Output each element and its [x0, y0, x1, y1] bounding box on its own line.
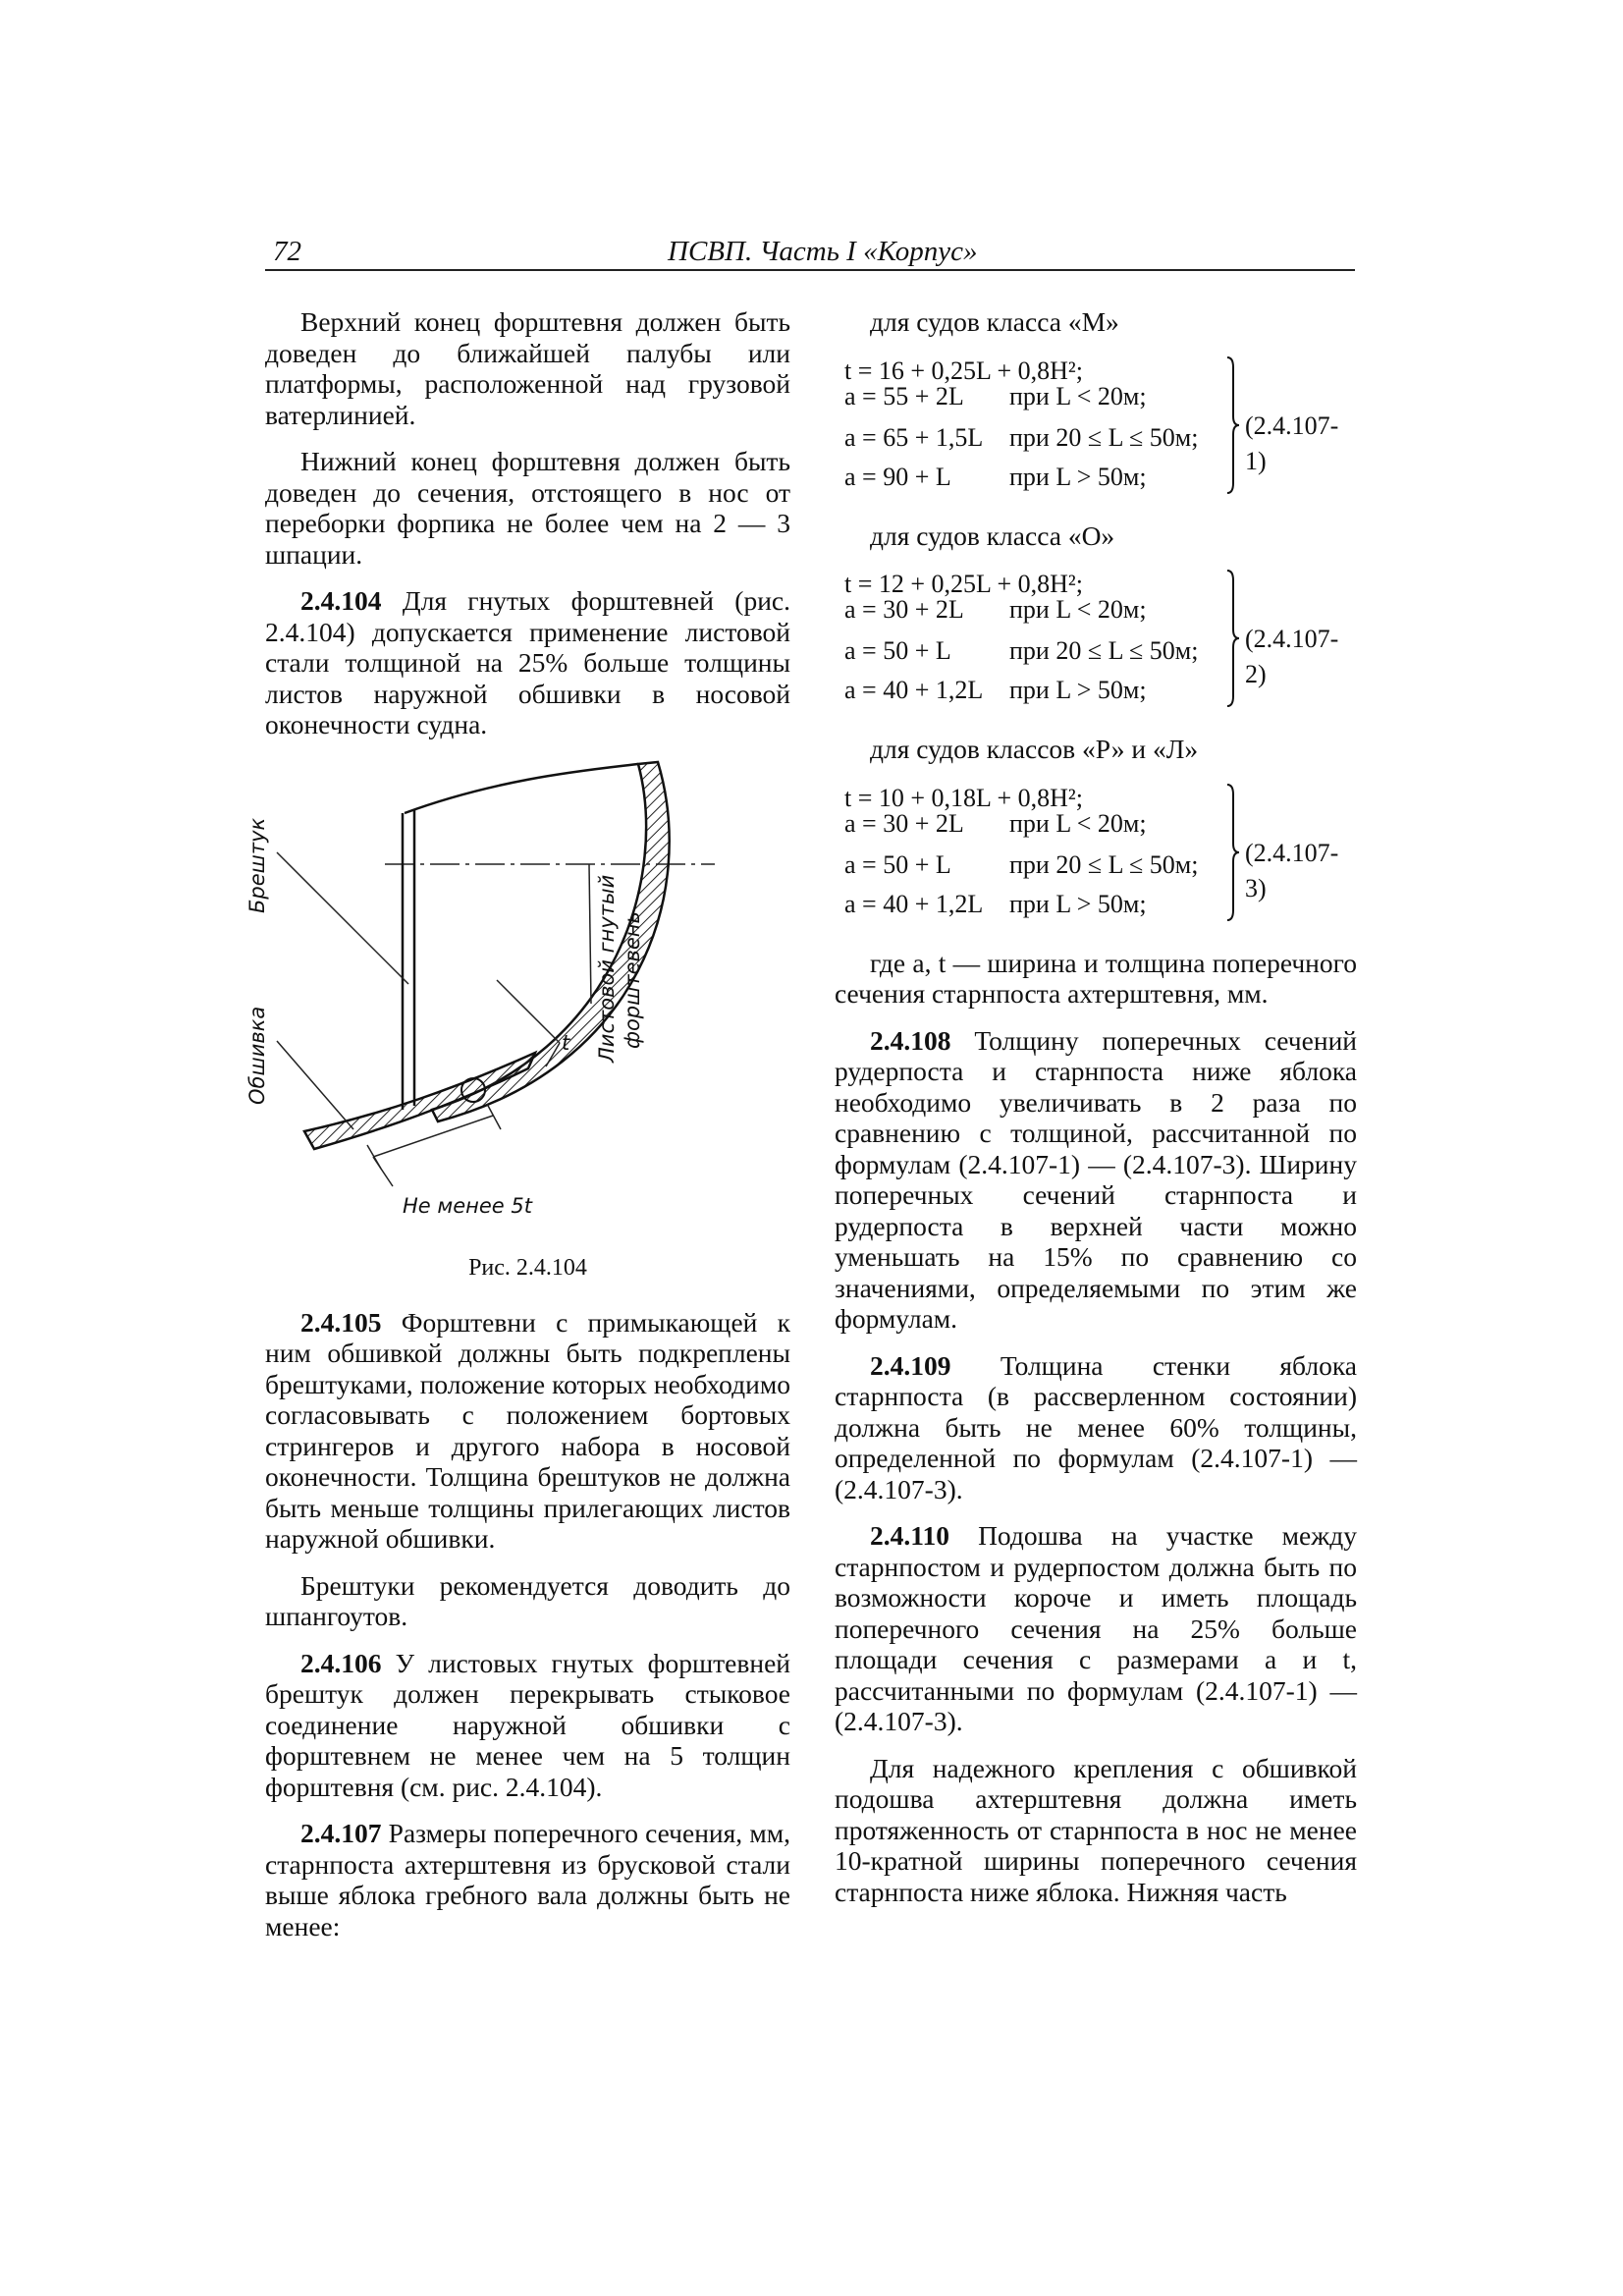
- formula-cond: при L > 50м;: [1009, 676, 1147, 704]
- label-breshtuk: Брештук: [245, 817, 269, 913]
- section-2-4-107: [265, 1818, 790, 1941]
- formula-row: a = 65 + 1,5L: [844, 422, 984, 452]
- left-column: [245, 306, 791, 1957]
- formula-row: a = 50 + L: [844, 849, 951, 879]
- section-text: Подошва на участке между старнпостом и рудерпостом должна быть по возможности короче и иметь площадь поперечного сечения на 25% больше площади сечения с размерами a и t, рассчитанными по формулам (2.4.107-1) — (2.4.107-3).: [835, 1520, 1358, 1736]
- section-text: Размеры поперечного сечения, мм, старнпоста ахтерштевня из брусковой стали выше яблока гребного вала должны быть не менее:: [265, 1818, 790, 1941]
- class-o-heading: для судов класса «О»: [870, 519, 1115, 551]
- brace-icon: [1225, 569, 1241, 708]
- paragraph-where: где a, t — ширина и толщина поперечного сечения старнпоста ахтерштевня, мм.: [835, 947, 1357, 1009]
- formula-cond: при L < 20м;: [1009, 381, 1147, 410]
- section-2-4-105: [265, 1307, 790, 1555]
- formula-number: (2.4.107-3): [1245, 838, 1339, 902]
- paragraph-stem-upper-end: Верхний конец форштевня должен быть доведен до ближайшей палубы или платформы, расположенной над грузовой ватерлинией.: [265, 306, 790, 430]
- class-m-heading: для судов класса «М»: [870, 306, 1119, 337]
- formula-row: a = 30 + 2L: [844, 808, 964, 838]
- paragraph-stem-lower-end: Нижний конец форштевня должен быть доведен до сечения, отстоящего в нос от переборки форпика не более чем на 2 — 3 шпации.: [265, 446, 790, 570]
- leader-stem: [589, 864, 591, 1004]
- section-2-4-110: [835, 1520, 1357, 1737]
- class-rl-heading: для судов классов «Р» и «Л»: [870, 734, 1199, 764]
- label-t: t: [562, 1030, 570, 1055]
- section-2-4-109: [835, 1350, 1357, 1505]
- formula-row: t = 12 + 0,25L + 0,8H²;: [844, 570, 1083, 598]
- stem-drawing: [265, 756, 790, 1247]
- section-number: 2.4.106: [300, 1647, 382, 1678]
- section-number: 2.4.107: [300, 1818, 382, 1848]
- section-number: 2.4.104: [300, 585, 382, 616]
- section-text: Толщину поперечных сечений рудерпоста и старнпоста ниже яблока необходимо увеличивать в 2 раза по сравнению с толщиной, рассчитанной по формулам (2.4.107-1) — (2.4.107-3). Ширину поперечных сечений старнпоста и рудерпоста в верхней части можно уменьшать на 15% по сравнению со значениями, определяемыми по этим же формулам.: [835, 1024, 1357, 1334]
- label-stem-line2: форштевень: [621, 910, 644, 1049]
- frame-top-curve: [405, 764, 638, 813]
- section-2-4-106: [265, 1648, 790, 1803]
- right-column: [835, 306, 1357, 1923]
- paragraph-breshtuki: Брештуки рекомендуется доводить до шпангоутов.: [265, 1569, 790, 1631]
- formula-cond: при 20 ≤ L ≤ 50м;: [1009, 849, 1199, 879]
- section-number: 2.4.109: [870, 1349, 951, 1381]
- brace-icon: [1225, 355, 1241, 495]
- breshtuk-plate: [403, 809, 414, 1110]
- brace-icon: [1225, 783, 1241, 922]
- section-text: Толщина стенки яблока старнпоста (в рассверленном состоянии) должна быть не менее 60% толщины, определенной по формулам (2.4.107-1) — (2.4.107-3).: [835, 1349, 1357, 1504]
- section-2-4-104: [265, 585, 790, 740]
- formula-2-4-107-1: [835, 354, 1357, 501]
- section-2-4-108: [835, 1025, 1357, 1335]
- section-text: Форштевни с примыкающей к ним обшивкой должны быть подкреплены брештуками, положение которых необходимо согласовывать с положением бортовых стрингеров и другого набора в носовой оконечности. Толщина брештуков не должна быть меньше толщины прилегающих листов наружной обшивки.: [265, 1306, 791, 1554]
- formula-row: t = 16 + 0,25L + 0,8H²;: [844, 355, 1083, 385]
- shell-plating: [304, 1053, 535, 1149]
- dim-t-leader: [497, 980, 560, 1043]
- formula-number: (2.4.107-1): [1245, 410, 1339, 475]
- section-number: 2.4.110: [870, 1520, 949, 1551]
- formula-2-4-107-2: [835, 567, 1357, 714]
- running-title: ПСВП. Часть I «Корпус»: [668, 236, 978, 267]
- formula-cond: при 20 ≤ L ≤ 50м;: [1009, 636, 1199, 665]
- formula-row: a = 30 + 2L: [844, 595, 964, 624]
- header-rule: [265, 269, 1355, 271]
- section-number: 2.4.108: [870, 1024, 951, 1056]
- formula-row: a = 40 + 1,2L: [844, 676, 984, 704]
- formula-row: a = 55 + 2L: [844, 381, 964, 410]
- label-min-5t: Не менее 5t: [403, 1193, 532, 1218]
- leader-breshtuk: [277, 852, 408, 984]
- formula-row: a = 40 + 1,2L: [844, 889, 984, 918]
- formula-cond: при L < 20м;: [1009, 808, 1147, 838]
- section-number: 2.4.105: [300, 1306, 382, 1338]
- formula-2-4-107-3: [835, 781, 1357, 928]
- figure-caption: Рис. 2.4.104: [468, 1254, 587, 1281]
- formula-row: a = 90 + L: [844, 462, 951, 491]
- formula-row: a = 50 + L: [844, 636, 951, 665]
- figure-2-4-104: [245, 756, 790, 1247]
- formula-cond: при L > 50м;: [1009, 889, 1147, 918]
- label-stem-line1: Листовой гнутый: [595, 874, 619, 1063]
- section-text: Для гнутых форштевней (рис. 2.4.104) допускается применение листовой стали толщиной на 25% больше толщины листов наружной обшивки в носовой оконечности судна.: [265, 585, 791, 739]
- page-number: 72: [273, 236, 301, 267]
- formula-cond: при L > 50м;: [1009, 462, 1147, 491]
- paragraph-sole-fastening: Для надежного крепления с обшивкой подошва ахтерштевня должна иметь протяженность от старнпоста в нос не менее 10-кратной ширины поперечного сечения старнпоста ниже яблока. Нижняя часть: [835, 1752, 1357, 1907]
- formula-cond: при 20 ≤ L ≤ 50м;: [1009, 422, 1199, 452]
- label-obshivka: Обшивка: [245, 1006, 269, 1105]
- dim-5t-leader: [373, 1157, 393, 1186]
- formula-row: t = 10 + 0,18L + 0,8H²;: [844, 783, 1083, 812]
- formula-number: (2.4.107-2): [1245, 625, 1339, 688]
- formula-cond: при L < 20м;: [1009, 595, 1147, 624]
- section-text: У листовых гнутых форштевней брештук должен перекрывать стыковое соединение наружной обшивки с форштевнем не менее чем на 5 толщин форштевня (см. рис. 2.4.104).: [265, 1647, 790, 1802]
- leader-obshivka: [277, 1041, 353, 1129]
